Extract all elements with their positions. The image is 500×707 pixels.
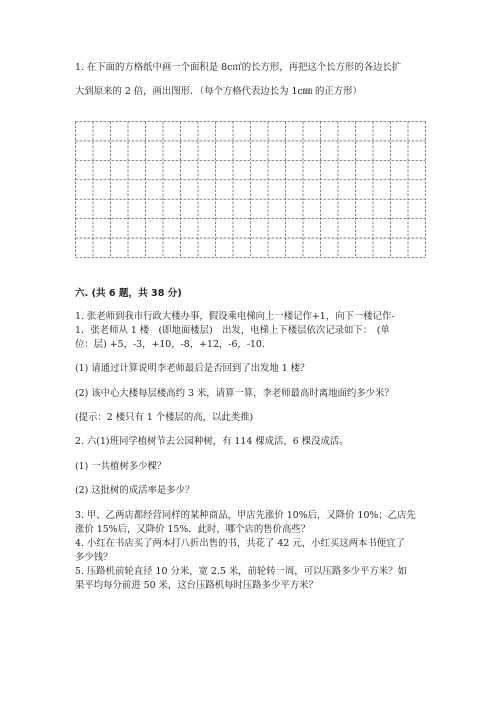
q4-text-line-1: 3. 甲、乙两店都经营同样的某种商品，甲店先涨价 10%后，又降价 10%；乙店先 — [75, 510, 416, 521]
q2-subquestion-1: (1) 请通过计算说明李老师最后是否回到了出发地 1 楼？ — [75, 363, 310, 374]
section-heading: 六. (共 6 题，共 38 分) — [75, 288, 182, 299]
q6-text-line-1: 5. 压路机前轮直径 10 分米，宽 2.5 米，前轮转一周，可以压路多少平方米？如 — [75, 566, 407, 577]
q5-text-line-1: 4. 小红在书店买了两本打八折出售的书，共花了 42 元，小红买这两本书便宜了 — [75, 538, 405, 549]
q3-subquestion-2: (2) 这批树的成活率是多少？ — [75, 485, 195, 496]
q1-text-line-1: 1. 在下面的方格纸中画一个面积是 8c㎡的长方形，再把这个长方形的各边长扩 — [75, 62, 402, 73]
q2-subquestion-2: (2) 该中心大楼每层楼高约 3 米，请算一算，李老师最高时离地面约多少米？ — [75, 388, 394, 399]
q2-text-line-1: 1. 张老师到我市行政大楼办事，假设乘电梯向上一楼记作+1，向下一楼记作- — [75, 311, 395, 322]
q4-text-line-2: 涨价 15%后，又降价 15%．此时，哪个店的售价高些？ — [75, 524, 311, 535]
q3-text-line-1: 2. 六(1)班同学植树节去公园种树，有 114 棵成活，6 棵没成活。 — [75, 436, 349, 447]
q2-text-line-2: 1．张老师从 1 楼 (即地面楼层) 出发，电梯上下楼层依次记录如下： (单 — [75, 325, 390, 336]
q6-text-line-2: 果平均每分前进 50 米，这台压路机每时压路多少平方米？ — [75, 580, 318, 591]
square-grid-paper — [75, 121, 426, 258]
q3-subquestion-1: (1) 一共植树多少棵？ — [75, 461, 167, 472]
q5-text-line-2: 多少钱？ — [75, 552, 113, 563]
q1-text-line-2: 大到原来的 2 倍，画出图形．（每个方格代表边长为 1c㎜ 的正方形） — [75, 86, 362, 97]
q2-text-line-3: 位：层) +5，-3，+10，-8，+12，-6，-10. — [75, 339, 265, 350]
q2-hint: (提示：2 楼只有 1 个楼层的高，以此类推) — [75, 412, 254, 423]
